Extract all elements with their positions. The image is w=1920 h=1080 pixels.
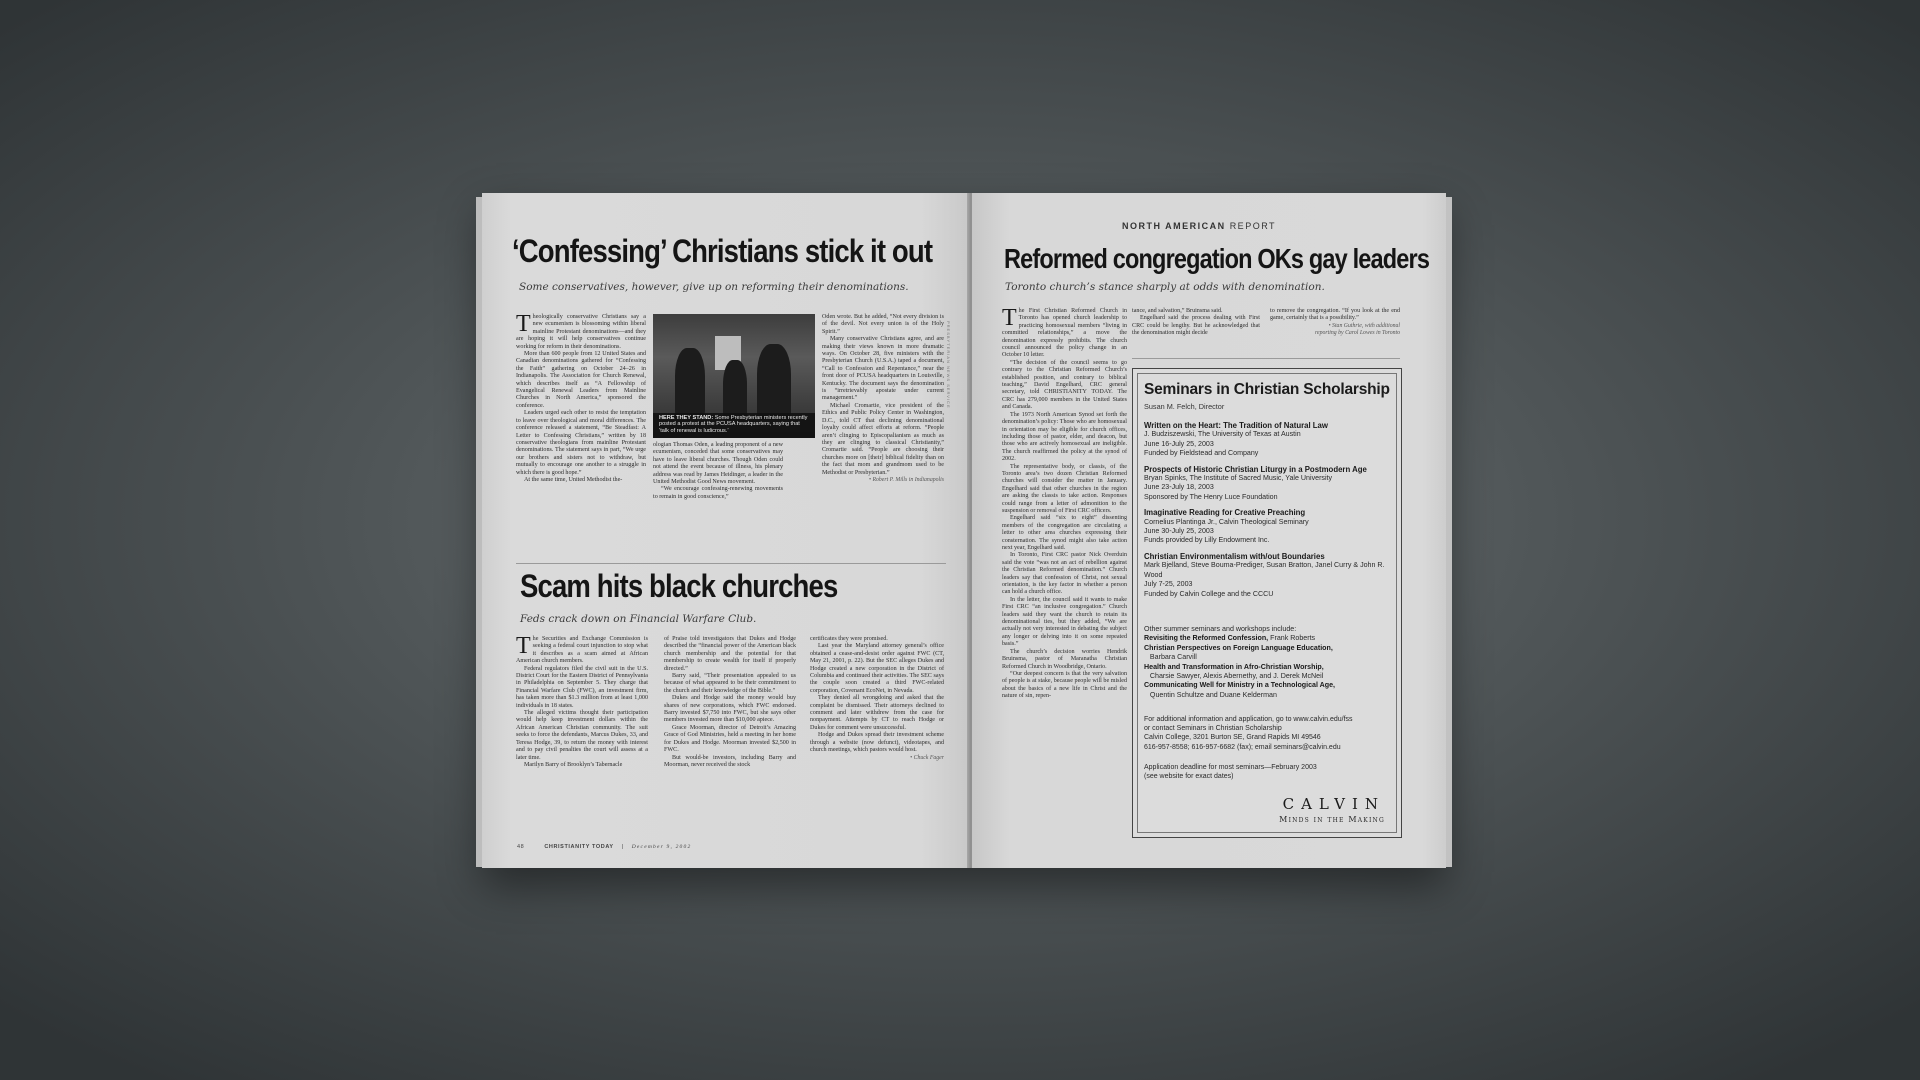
seminar-funding: Funded by Calvin College and the CCCU xyxy=(1144,589,1274,598)
right-page xyxy=(972,193,1446,868)
ad-director: Susan M. Felch, Director xyxy=(1144,402,1225,411)
article-deck-reformed: Toronto church’s stance sharply at odds with denomination. xyxy=(1005,281,1325,293)
article-byline: reporting by Carol Lowes in Toronto xyxy=(1315,330,1400,337)
article-column: Theologically conservative Christians say a new ecumenism is blossoming within liberal mainline Protestant denominations—and they are hoping it will help conservatives continue working for reform in their denominations. More than 600 people from 12 United States and Canadian denominations gathered for “Confessing the Faith” gathering on October 24–26 in Indianapolis. The Association for Church Renewal, which describes itself as “A Fellowship of Evangelical Renewal Leaders from Mainline Churches in North America,” sponsored the conference. Leaders urged each other to resist the temptation to leave over theological and moral differences. The conference released a statement, “Be Steadfast: A Letter to Confessing Christians,” written by 18 conservative theologians from mainline Protestant denominations. The statement says in part, “We urge our brothers and sisters not to withdraw, but mutually to encourage one another to a struggle in which there is good hope.” At the same time, United Methodist the- xyxy=(516,311,646,483)
page-folio xyxy=(517,844,691,850)
seminar-leader: Cornelius Plantinga Jr., Calvin Theological Seminary xyxy=(1144,517,1309,526)
article-byline: • Robert P. Mills in Indianapolis xyxy=(868,476,944,483)
seminar-item xyxy=(1144,421,1394,459)
seminar-title: Written on the Heart: The Tradition of Natural Law xyxy=(1144,421,1328,430)
drop-cap: T xyxy=(516,633,531,659)
article-column: Oden wrote. But he added, “Not every division is of the devil. Not every union is of the Holy Spirit.” Many conservative Christians agree, and are making their views known in more dramatic ways. On October 28, five ministers with the Presbyterian Church (U.S.A.) taped a document, “Call to Confession and Repentance,” near the front door of PCUSA headquarters in Louisville, Kentucky. The document says the denomination is “irretrievably apostate under current management.” Michael Cromartie, vice president of the Ethics and Public Policy Center in Washington, D.C., told CT that declining denominational loyalty could affect efforts at reform. “People aren’t clinging to Episcopalianism as much as they are clinging to classical Christianity,” Cromartie said. “People are choosing their churches more on [their] biblical fidelity than on the fact that mom and grandmom used to be Methodist or Presbyterian.” • Robert P. Mills in Indianapolis xyxy=(822,314,944,483)
other-seminar-item: Christian Perspectives on Foreign Language Education, Barbara Carvill xyxy=(1144,643,1333,662)
calvin-logo: CALVIN xyxy=(1282,795,1385,813)
section-label: NORTH AMERICAN REPORT xyxy=(1122,221,1277,231)
folio-separator: | xyxy=(621,844,624,850)
ad-contact[interactable]: For additional information and application, go to www.calvin.edu/fss or contact Seminars in Christian Scholarship Calvin College, 3201 Burton SE, Grand Rapids MI 49546 616-957-8558; 616-957-6682 (fax); email seminars@calvin.edu xyxy=(1144,716,1353,751)
seminar-title: Christian Environmentalism with/out Boundaries xyxy=(1144,551,1325,561)
seminar-dates: June 23-July 18, 2003 xyxy=(1144,483,1214,492)
photo-figure xyxy=(675,348,705,418)
page-number: 48 xyxy=(517,844,525,850)
seminar-item xyxy=(1144,465,1394,503)
issue-date: December 9, 2002 xyxy=(631,844,692,850)
article-headline-scam: Scam hits black churches xyxy=(520,568,838,604)
article-column: The First Christian Reformed Church in Toronto has opened church leadership to practicing homosexual members “living in committed relationships,” a move the denomination expressly prohibits. The church council announced the policy change in an October 10 letter. “The decision of the council seems to go contrary to the Christian Reformed Church’s established position, and contrary to biblical teaching,” David Engelhard, CRC general secretary, told CHRISTIANITY TODAY. The CRC has 279,000 members in the United States and Canada. The 1973 North American Synod set forth the denomination’s policy: Those who are homosexual in orientation may be eligible for church offices, including those of pastor, elder, and deacon, but those who are actively homosexual are ineligible. The church reaffirmed the policy at the synod of 2002. The representative body, or classis, of the Toronto area’s two dozen Christian Reformed churches will consider the matter in January. Engelhard said that other churches in the region are asking the classis to take action. Responses could range from a letter of admonition to the suspension or removal of First CRC officers. Engelhard said “six to eight” dissenting members of the congregation are circulating a letter to other area churches expressing their consternation. The synod might also take action next year, Engelhard said. In Toronto, First CRC pastor Nick Overduin said the vote “was not an act of rebellion against the Christian Reformed denomination.” Church leaders say that confession of Christ, not sexual orientation, is the key factor in whether a person can hold a church office. In the letter, the council said it wants to make First CRC “an inclusive congregation.” Church leaders said they want the church to retain its denominational ties, but they added, “We are actually not very interested in debating the subject any longer or delving into it on some repeated basis.” The church’s decision worries Hendrik Bruinsma, pastor of Maranatha Christian Reformed Church in Woodbridge, Ontario. “Our deepest concern is that the very salvation of people is at stake, because people will be misled about the basics of a new life in Christ and the nature of sin, repen- xyxy=(1002,305,1127,700)
seminar-funding: Funded by Fieldstead and Company xyxy=(1144,449,1259,458)
left-page xyxy=(482,193,969,868)
photo-figure xyxy=(757,344,791,420)
seminar-dates: June 16-July 25, 2003 xyxy=(1144,439,1214,448)
article-column: of Praise told investigators that Dukes and Hodge described the “financial power of the American black church membership and the potential for that membership to create wealth for itself if properly directed.” Barry said, “Their presentation appealed to us because of what appeared to be their commitment to the church and their knowledge of the Bible.” Dukes and Hodge said the money would buy shares of new corporations, which FWC endorsed. Barry invested $7,750 into FWC, but she says other members invested more than $10,000 apiece. Grace Moorman, director of Detroit’s Amazing Grace of God Ministries, held a meeting in her home for Dukes and Hodge. Moorman invested $2,500 in FWC. But would-be investors, including Barry and Moorman, never received the stock xyxy=(664,636,796,768)
ad-deadline: Application deadline for most seminars—February 2003 (see website for exact dates) xyxy=(1144,764,1317,781)
seminar-item xyxy=(1144,552,1394,599)
article-column: The Securities and Exchange Commission is seeking a federal court injunction to stop what it describes as a scam aimed at African American church members. Federal regulators filed the civil suit in the U.S. District Court for the Eastern District of Pennsylvania in Philadelphia on September 5. They charge that Financial Warfare Club (FWC), an investment firm, has taken more than $1.3 million from at least 1,000 individuals in 18 states. The alleged victims thought their participation would help keep investment dollars within the African American Christian community. The suit seeks to force the defendants, Marcus Dukes, 33, and Teresa Hodge, 39, to return the money with interest and to pay civil penalties the court will assess at a later time. Marilyn Barry of Brooklyn’s Tabernacle xyxy=(516,633,648,768)
article-photo-presbyterian-ministers xyxy=(653,314,815,438)
photo-caption: HERE THEY STAND: Some Presbyterian ministers recently posted a protest at the PCUSA headquarters, saying that ‘talk of renewal is ludicrous.’ xyxy=(653,413,815,438)
magazine-spread xyxy=(482,193,1446,868)
magazine-name: CHRISTIANITY TODAY xyxy=(544,844,614,850)
article-column: certificates they were promised. Last year the Maryland attorney general’s office obtained a cease-and-desist order against FWC (CT, May 21, 2001, p. 22). But the SEC alleges Dukes and Hodge created a new corporation in the District of Columbia and continued their activities. The SEC says the couple soon created a third FWC-related corporation, Covenant EcoNet, in Nevada. They denied all wrongdoing and asked that the complaint be dismissed. Their attorneys declined to comment and later withdrew from the case for nonpayment. Attempts by CT to reach Hodge or Dukes for comment were unsuccessful. Hodge and Dukes spread their investment scheme through a website (now defunct), videotapes, and church meetings, which pastors would host. • Chuck Fager xyxy=(810,636,944,761)
article-deck-scam: Feds crack down on Financial Warfare Club. xyxy=(520,613,757,625)
article-column: ologian Thomas Oden, a leading proponent of a new ecumenism, conceded that some conservatives may have to leave liberal churches. Though Oden could not attend the event because of illness, his plenary address was read by James Heidinger, a leader in the United Methodist Good News movement. “We encourage confessing-renewing movements to remain in good conscience,” xyxy=(653,442,783,500)
seminar-title: Imaginative Reading for Creative Preaching xyxy=(1144,508,1306,518)
seminar-list xyxy=(1144,421,1394,605)
seminar-dates: June 30-July 25, 2003 xyxy=(1144,527,1214,536)
other-seminar-item: Health and Transformation in Afro-Christian Worship, Charsie Sawyer, Alexis Abernethy, and J. Derek McNeil xyxy=(1144,662,1324,681)
ad-title: Seminars in Christian Scholarship xyxy=(1144,381,1390,398)
photo-figure xyxy=(723,360,747,420)
seminar-funding: Funds provided by Lilly Endowment Inc. xyxy=(1144,536,1270,545)
other-seminar-item: Communicating Well for Ministry in a Technological Age, Quentin Schultze and Duane Kelderman xyxy=(1144,681,1336,699)
article-column: tance, and salvation,” Bruinsma said. Engelhard said the process dealing with First CRC could be lengthy. But he acknowledged that the denomination might decide xyxy=(1132,308,1260,337)
seminar-leader: Mark Bjelland, Steve Bouma-Prediger, Susan Bratton, Janel Curry & John R. Wood xyxy=(1144,561,1385,579)
article-column: to remove the congregation. “If you look at the end game, certainly that is a possibility.” • Stan Guthrie, with additional reporting by Carol Lowes in Toronto xyxy=(1270,308,1400,337)
photo-credit: PRESBYTERIAN NEWS SERVICE xyxy=(946,321,951,409)
article-byline: • Chuck Fager xyxy=(910,754,944,761)
seminar-title: Prospects of Historic Christian Liturgy in a Postmodern Age xyxy=(1144,464,1367,474)
article-headline-confessing: ‘Confessing’ Christians stick it out xyxy=(512,233,933,269)
other-seminar-item: Revisiting the Reformed Confession, Frank Roberts xyxy=(1144,634,1316,643)
drop-cap: T xyxy=(1002,305,1017,331)
article-divider xyxy=(516,563,946,564)
seminar-item xyxy=(1144,508,1394,546)
other-seminars-intro: Other summer seminars and workshops include: xyxy=(1144,625,1297,633)
seminar-leader: Bryan Spinks, The Institute of Sacred Music, Yale University xyxy=(1144,474,1333,483)
article-divider xyxy=(1132,358,1400,359)
article-deck-confessing: Some conservatives, however, give up on reforming their denominations. xyxy=(519,281,909,293)
calvin-seminars-advertisement[interactable] xyxy=(1132,368,1402,838)
seminar-funding: Sponsored by The Henry Luce Foundation xyxy=(1144,492,1278,501)
other-seminars xyxy=(1144,625,1394,700)
calvin-tagline: Minds in the Making xyxy=(1279,815,1385,824)
article-headline-reformed: Reformed congregation OKs gay leaders xyxy=(1004,243,1430,274)
seminar-leader: J. Budziszewski, The University of Texas at Austin xyxy=(1144,430,1301,439)
drop-cap: T xyxy=(516,311,531,337)
article-byline: • Stan Guthrie, with additional xyxy=(1328,322,1400,329)
seminar-dates: July 7-25, 2003 xyxy=(1144,580,1193,589)
page-edge-right xyxy=(1446,197,1452,867)
